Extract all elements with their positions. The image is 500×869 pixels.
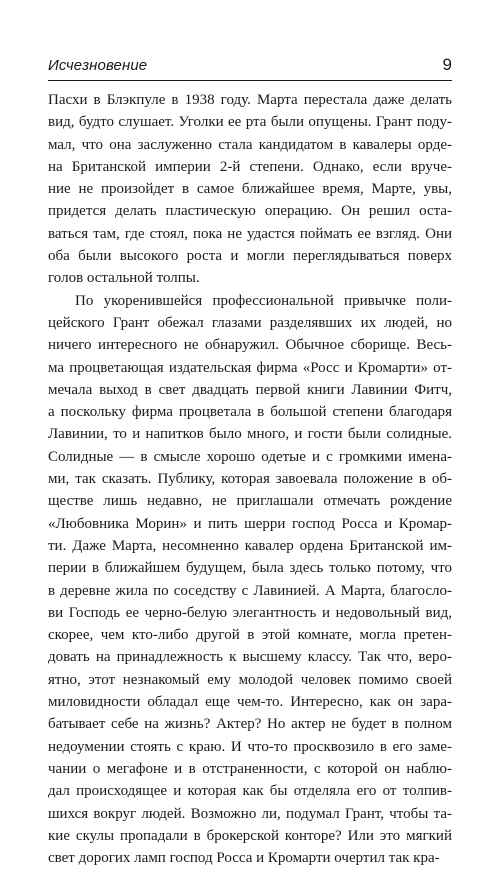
body-text: [48, 89, 452, 869]
text-line: ничего интересного не обнаружил. Обычное сборище. Весь-: [48, 337, 452, 354]
text-line: на Британской империи 2-й степени. Однако, если вруче-: [48, 158, 452, 175]
text-line: ваться там, где стоял, пока не удастся поймать ее взгляд. Они: [48, 225, 452, 242]
running-title: Исчезновение: [48, 57, 148, 74]
text-line: голов остальной толпы.: [48, 270, 200, 287]
text-line: свет дорогих ламп господ Росса и Кромарти очертил так кра-: [48, 850, 440, 867]
text-line: Солидные — в смысле хорошо одетые и с громкими имена-: [48, 448, 452, 465]
text-line: кие скулы пропадали в брокерской конторе? Или это мягкий: [48, 827, 452, 844]
text-line: в деревне жила по соседству с Лавинией. А Марта, благосло-: [48, 582, 452, 599]
text-line: ми, так сказать. Публику, которая завоевала положение в об-: [48, 471, 452, 488]
text-line: недоумении стоять с краю. И что-то просквозило в его заме-: [48, 738, 452, 755]
text-line: ятно, этот незнакомый ему молодой человек помимо своей: [48, 671, 452, 688]
text-line: дал происходящее и которая как бы отделяла его от толпив-: [48, 783, 452, 800]
text-line: батывает себе на жизнь? Актер? Но актер не будет в полном: [48, 716, 452, 733]
header-divider: [48, 80, 452, 81]
text-line: ти. Даже Марта, несомненно кавалер ордена Британской им-: [48, 537, 452, 554]
page-number: 9: [442, 55, 452, 74]
text-line: мечала выход в свет двадцать первой книги Лавинии Фитч,: [48, 381, 452, 398]
text-line: вид, будто слушает. Уголки ее рта были опущены. Грант поду-: [48, 114, 452, 131]
text-line: перии в ближайшем будущем, была здесь только потому, что: [48, 560, 452, 577]
text-line: чании о мегафоне и в отстраненности, с которой он наблю-: [48, 760, 452, 777]
text-line: скорее, чем кто-либо другой в этой комнате, могла претен-: [48, 627, 452, 644]
text-line: а поскольку фирма процветала в большой степени благодаря: [48, 404, 452, 421]
text-line: довать на принадлежность к высшему классу. Так что, веро-: [48, 649, 452, 666]
text-line: мал, что она заслуженно стала кандидатом в кавалеры орде-: [48, 136, 452, 153]
text-line: цейского Грант обежал глазами разделявших их людей, но: [48, 314, 452, 331]
text-line: придется делать пластическую операцию. Он решил оста-: [48, 203, 452, 220]
text-line: оба были высокого роста и могли переглядываться поверх: [48, 248, 452, 265]
running-header: [48, 56, 452, 78]
text-line: Пасхи в Блэкпуле в 1938 году. Марта перестала даже делать: [48, 92, 452, 108]
text-line: ществе лишь недавно, не приглашали отмечать рождение: [48, 493, 452, 510]
text-line: ви Господь ее черно-белую элегантность и недовольный вид,: [48, 604, 452, 621]
text-line: ма процветающая издательская фирма «Росс и Кромарти» от-: [48, 359, 452, 376]
text-line: «Любовника Морин» и пить шерри господ Росса и Кромар-: [48, 515, 452, 532]
text-line: Лавинии, то и напитков было много, и гости были солидные.: [48, 426, 452, 443]
text-line: шихся вокруг людей. Возможно ли, подумал Грант, чтобы та-: [48, 805, 452, 822]
text-line: ние не произойдет в самое ближайшее время, Марте, увы,: [48, 181, 452, 198]
paragraph: [48, 89, 452, 290]
paragraph: [48, 290, 452, 869]
text-line: миловидности обладал еще чем-то. Интересно, как он зара-: [48, 694, 452, 711]
text-line: По укоренившейся профессиональной привычке поли-: [75, 292, 452, 309]
